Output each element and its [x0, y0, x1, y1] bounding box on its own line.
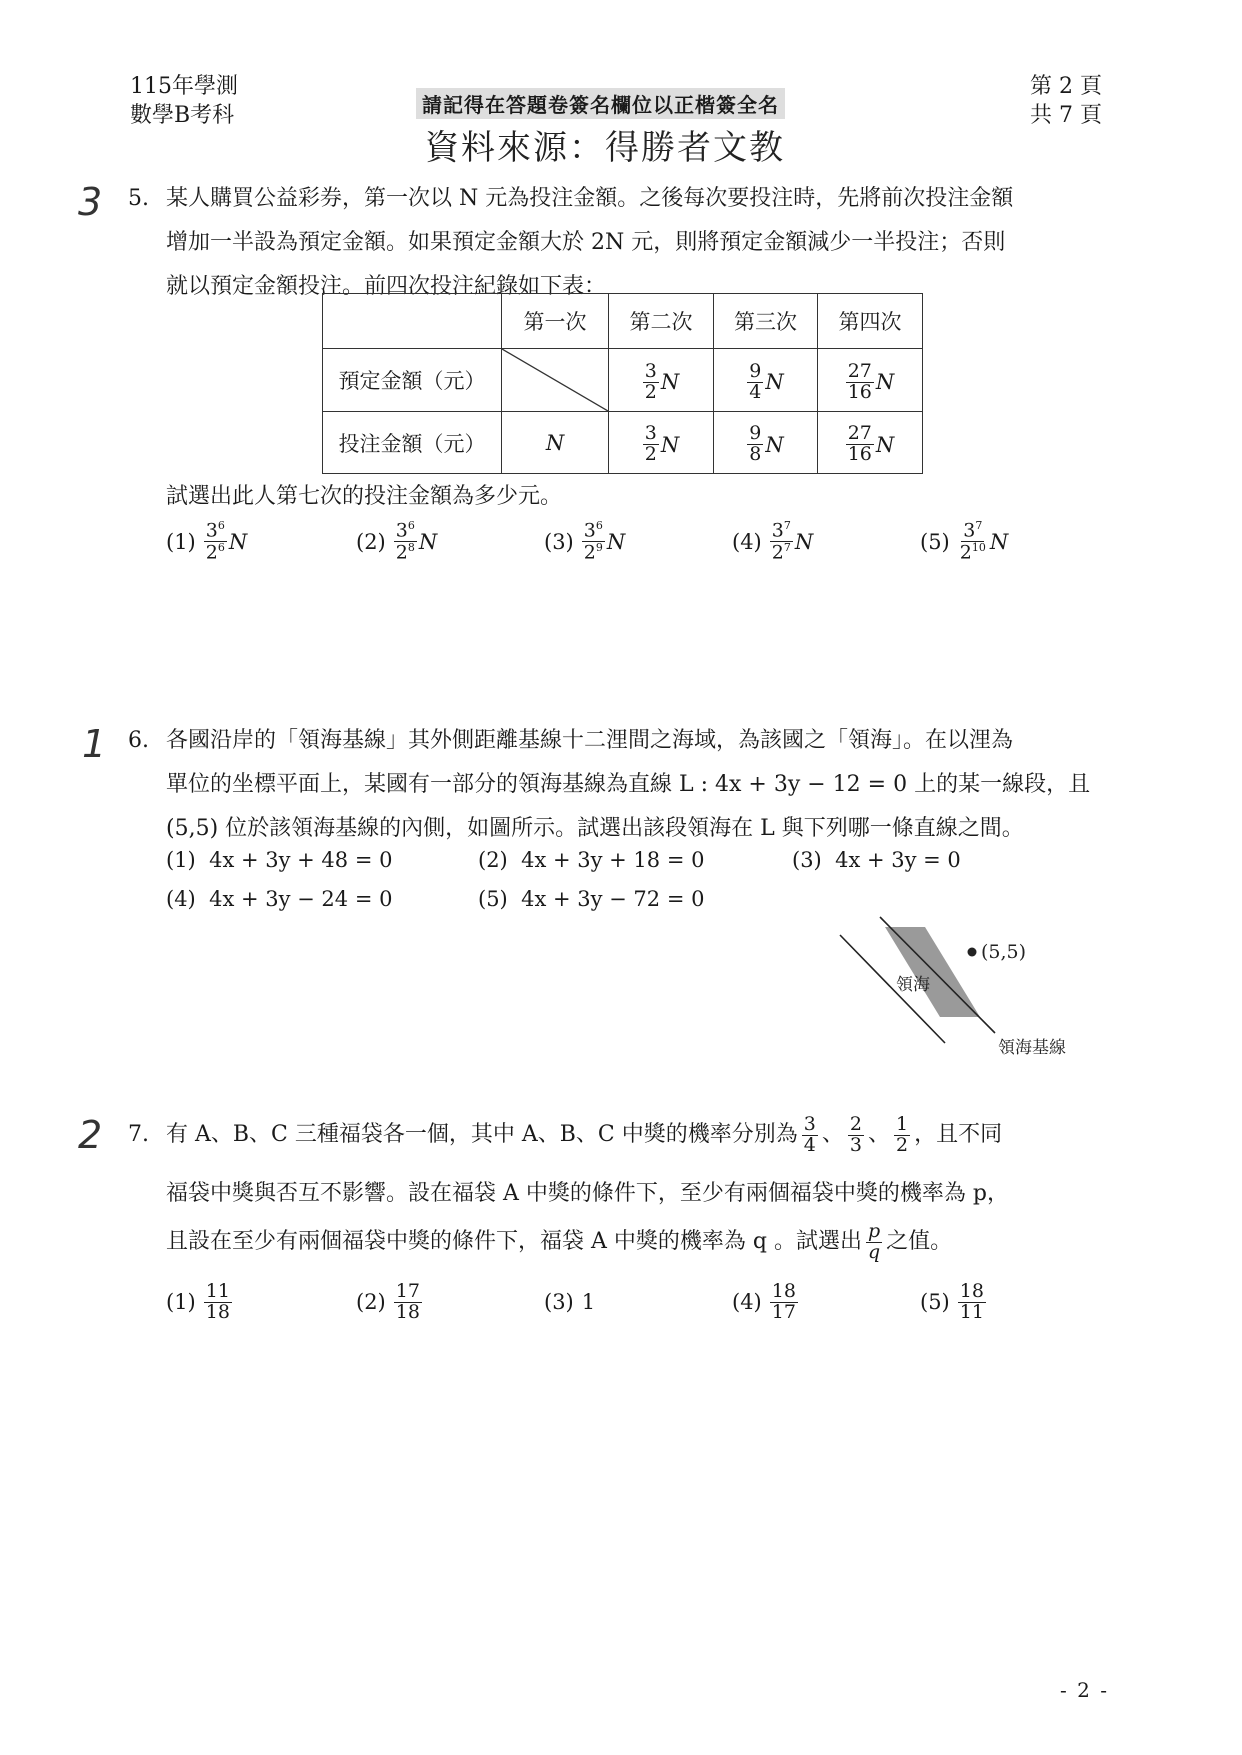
- planned-amount-4: $\frac{27}{16}$ N: [818, 349, 923, 412]
- table-header-row: [323, 294, 923, 349]
- q7-option-3[interactable]: (3) 1: [544, 1290, 596, 1315]
- question-7-number: 7.: [128, 1122, 149, 1147]
- q6-line-3: (5,5) 位於該領海基線的內側，如圖所示。試選出該段領海在 L 與下列哪一條直線之間。: [166, 816, 1024, 841]
- prob-c: $\frac{1}{2}$: [895, 1112, 909, 1156]
- table-header-2: 第二次: [609, 294, 714, 349]
- row-label-planned: 預定金額（元）: [323, 349, 502, 412]
- q6-option-4[interactable]: (4) 4x + 3y − 24 = 0: [166, 887, 393, 911]
- q7-line-3: 且設在至少有兩個福袋中獎的條件下，福袋 A 中獎的機率為 q 。試選出 $\frac{p}{q}$ 之值。: [166, 1219, 953, 1263]
- table-row-actual: [323, 412, 923, 474]
- baseline-label: 領海基線: [998, 1038, 1066, 1058]
- q6-option-3[interactable]: (3) 4x + 3y = 0: [792, 848, 961, 872]
- question-6-stem: [166, 719, 1090, 851]
- exam-year: 115年學測: [130, 74, 238, 99]
- table-row-planned: [323, 349, 923, 412]
- row-label-actual: 投注金額（元）: [323, 412, 502, 474]
- table-corner-cell: [323, 294, 502, 349]
- current-page: 第 2 頁: [1030, 74, 1102, 99]
- q6-option-1[interactable]: (1) 4x + 3y + 48 = 0: [166, 848, 393, 872]
- q7-option-4[interactable]: (4) $\frac{18}{17}$: [732, 1280, 796, 1323]
- point-5-5: [968, 948, 977, 957]
- exam-title: [130, 72, 238, 130]
- q7-option-1[interactable]: (1) $\frac{11}{18}$: [166, 1280, 230, 1323]
- actual-amount-2: $\frac{3}{2}$ N: [609, 412, 714, 474]
- handwritten-source-note: 資料來源：得勝者文教: [425, 128, 785, 168]
- table-header-1: 第一次: [502, 294, 609, 349]
- q7-option-5[interactable]: (5) $\frac{18}{11}$: [920, 1280, 984, 1323]
- table-header-3: 第三次: [714, 294, 818, 349]
- planned-amount-2: $\frac{3}{2}$ N: [609, 349, 714, 412]
- handwritten-answer-q7: 2: [78, 1113, 103, 1157]
- actual-amount-4: $\frac{27}{16}$ N: [818, 412, 923, 474]
- q7-options: [166, 1282, 1066, 1323]
- question-5-stem: [166, 177, 1013, 309]
- q6-option-2[interactable]: (2) 4x + 3y + 18 = 0: [478, 848, 705, 872]
- page-indicator: [1030, 72, 1102, 130]
- prob-a: $\frac{3}{4}$: [803, 1112, 816, 1156]
- p-over-q: $\frac{p}{q}$: [867, 1219, 881, 1263]
- q5-options: [166, 520, 1066, 564]
- q5-line-3: 就以預定金額投注。前四次投注紀錄如下表：: [166, 274, 607, 299]
- betting-record-table: [322, 293, 923, 474]
- table-empty-diagonal-cell: [502, 349, 609, 412]
- total-pages: 共 7 頁: [1030, 103, 1102, 128]
- q5-option-3[interactable]: (3) $\frac{3^6}{2^9}$ N: [544, 519, 626, 564]
- q5-option-5[interactable]: (5) $\frac{3^7}{2^{10}}$ N: [920, 519, 1009, 564]
- actual-amount-1: N: [502, 412, 609, 474]
- q5-option-1[interactable]: (1) $\frac{3^6}{2^6}$ N: [166, 519, 248, 564]
- page-number-footer: - 2 -: [1060, 1678, 1109, 1702]
- q6-line-1: 各國沿岸的「領海基線」其外側距離基線十二浬間之海域，為該國之「領海」。在以浬為: [166, 728, 1014, 753]
- handwritten-answer-q6: 1: [82, 722, 107, 766]
- q6-line-2: 單位的坐標平面上，某國有一部分的領海基線為直線 L : 4x + 3y − 12 = 0 上的某一線段，且: [166, 772, 1091, 797]
- region-label: 領海: [896, 975, 930, 995]
- prob-b: $\frac{2}{3}$: [849, 1112, 862, 1156]
- q5-option-2[interactable]: (2) $\frac{3^6}{2^8}$ N: [356, 519, 438, 564]
- question-6-number: 6.: [128, 728, 149, 753]
- q7-line-1: 有 A、B、C 三種福袋各一個，其中 A、B、C 中獎的機率分別為 $\frac{3}{4}$ 、 $\frac{2}{3}$ 、 $\frac{1}{2}$ ，且不同: [166, 1112, 1003, 1156]
- planned-amount-3: $\frac{9}{4}$ N: [714, 349, 818, 412]
- q5-prompt: 試選出此人第七次的投注金額為多少元。: [166, 484, 563, 509]
- territorial-sea-figure: [830, 915, 1100, 1075]
- signature-reminder-banner: 請記得在答題卷簽名欄位以正楷簽全名: [416, 88, 785, 119]
- question-5-number: 5.: [128, 186, 149, 211]
- q5-option-4[interactable]: (4) $\frac{3^7}{2^7}$ N: [732, 519, 814, 564]
- exam-subject: 數學B考科: [130, 103, 235, 128]
- actual-amount-3: $\frac{9}{8}$ N: [714, 412, 818, 474]
- table-header-4: 第四次: [818, 294, 923, 349]
- q7-line-2: 福袋中獎與否互不影響。設在福袋 A 中獎的條件下，至少有兩個福袋中獎的機率為 p，: [166, 1181, 1009, 1206]
- diagonal-slash: [502, 349, 608, 411]
- q5-line-2: 增加一半設為預定金額。如果預定金額大於 2N 元，則將預定金額減少一半投注；否則: [166, 230, 1006, 255]
- point-label: (5,5): [981, 941, 1027, 963]
- q6-option-5[interactable]: (5) 4x + 3y − 72 = 0: [478, 887, 705, 911]
- q5-line-1: 某人購買公益彩券，第一次以 N 元為投注金額。之後每次要投注時，先將前次投注金額: [166, 186, 1014, 211]
- q7-option-2[interactable]: (2) $\frac{17}{18}$: [356, 1280, 420, 1323]
- handwritten-answer-q5: 3: [78, 180, 103, 224]
